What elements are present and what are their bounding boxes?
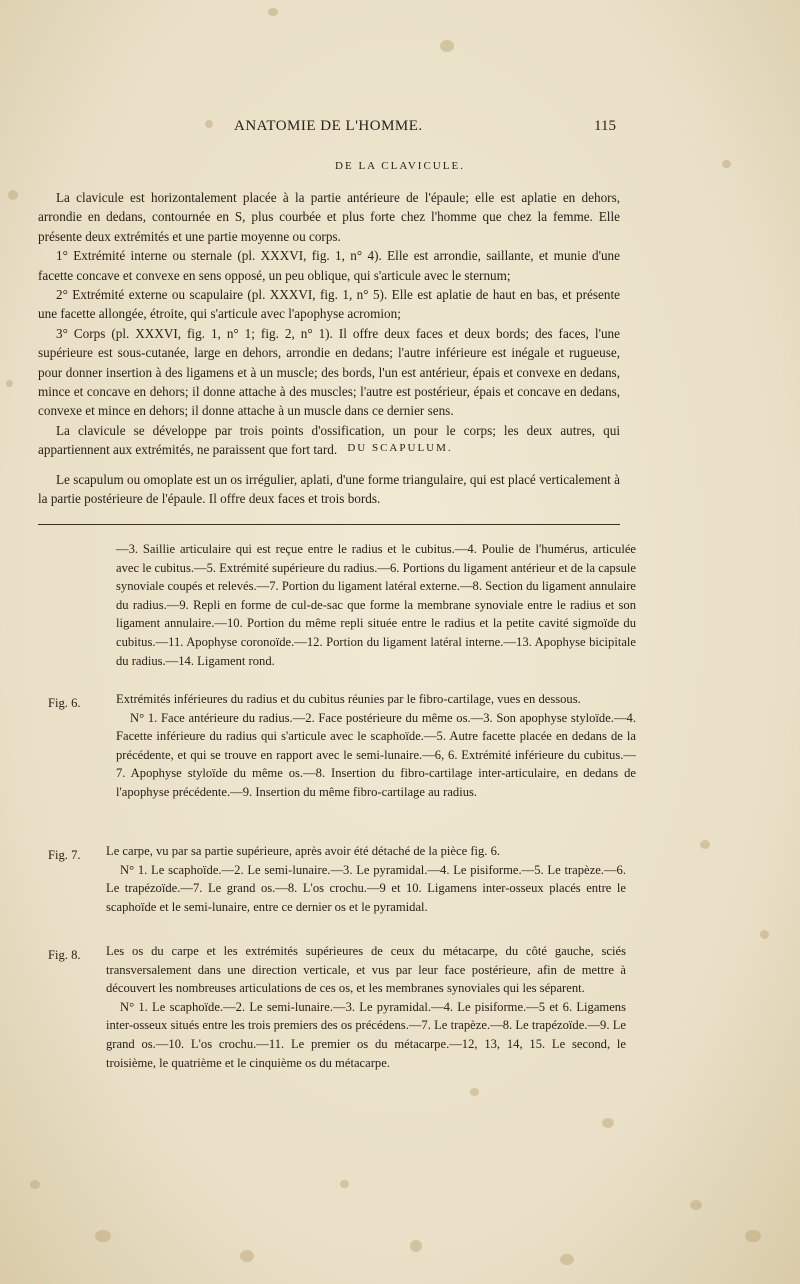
- figure-8-note: [106, 942, 626, 1072]
- note-text: —3. Saillie articulaire qui est reçue entre le radius et le cubitus.—4. Poulie de l'humérus, articulée avec le cubitus.—5. Extrémité supérieure du radius.—6. Portions du ligament antérieur et de la capsule synoviale coupés et relevés.—7. Portion du ligament latéral externe.—8. Section du ligament annulaire du radius.—9. Repli en forme de cul-de-sac que forme la membrane synoviale entre le radius et son ligament annulaire.—10. Portion du même repli située entre le radius et la petite cavité sigmoïde du cubitus.—11. Apophyse coronoïde.—12. Portion du ligament latéral interne.—13. Apophyse bicipitale du radius.—14. Ligament rond.: [116, 542, 636, 668]
- section-heading-scapulum: DU SCAPULUM.: [347, 442, 453, 454]
- clavicle-section: [38, 188, 620, 460]
- footnote-divider: [38, 524, 620, 525]
- figure-caption: Les os du carpe et les extrémités supérieures de ceux du métacarpe, du côté gauche, sciés transversalement dans une direction verticale, et vus par leur face postérieure, afin de mettre à découvert les nombreuses articulations de ces os, et les membranes synoviales qui les séparent.: [106, 944, 626, 996]
- figure-caption: Le carpe, vu par sa partie supérieure, après avoir été détaché de la pièce fig. 6.: [106, 844, 501, 858]
- paragraph: 3° Corps (pl. XXXVI, fig. 1, n° 1; fig. 2, n° 1). Il offre deux faces et deux bords; des faces, l'une supérieure est sous-cutanée, large en dehors, arrondie en dedans; l'autre inférieure est inégale et rugueuse, pour donner insertion à des ligamens et à un muscle; des bords, l'un est antérieur, épais et convexe en dedans, mince et concave en dehors; il donne attache à des muscles; l'autre est postérieur, épais et concave en dedans, convexe et mince en dehors; il donne attache à un muscle dans ce dernier sens.: [38, 325, 620, 419]
- figure-6-note: [116, 690, 636, 802]
- figure-details: N° 1. Face antérieure du radius.—2. Face postérieure du même os.—3. Son apophyse styloïde.—4. Facette inférieure du radius qui s'articule avec le scaphoïde.—5. Autre facette placée en dedans de la précédente, et qui se trouve en rapport avec le semi-lunaire.—6, 6. Extrémité inférieure du cubitus.—7. Apophyse styloïde du même os.—8. Insertion du fibro-cartilage inter-articulaire, en dedans de l'apophyse précédente.—9. Insertion du même fibro-cartilage au radius.: [116, 710, 636, 799]
- paragraph: Le scapulum ou omoplate est un os irrégulier, aplati, d'une forme triangulaire, qui est placé verticalement à la partie postérieure de l'épaule. Il offre deux faces et trois bords.: [38, 472, 620, 507]
- note-continuation: [116, 540, 636, 670]
- section-heading-clavicle: DE LA CLAVICULE.: [335, 160, 465, 172]
- paragraph: La clavicule se développe par trois points d'ossification, un pour le corps; les deux autres, qui appartiennent aux extrémités, ne paraissent que fort tard.: [38, 422, 620, 458]
- paragraph: 1° Extrémité interne ou sternale (pl. XXXVI, fig. 1, n° 4). Elle est arrondie, saillante, et munie d'une facette concave et convexe en sens opposé, un peu oblique, qui s'articule avec le sternum;: [38, 248, 620, 283]
- figure-label: Fig. 6.: [48, 696, 81, 710]
- figure-label: Fig. 7.: [48, 848, 81, 862]
- page-number: 115: [594, 118, 616, 134]
- paragraph: 2° Extrémité externe ou scapulaire (pl. XXXVI, fig. 1, n° 5). Elle est aplatie de haut en bas, et présente une facette allongée, étroite, qui s'articule avec l'apophyse acromion;: [38, 287, 620, 322]
- running-title: ANATOMIE DE L'HOMME.: [234, 118, 423, 134]
- paragraph: La clavicule est horizontalement placée à la partie antérieure de l'épaule; elle est aplatie en dehors, arrondie en dedans, contournée en S, plus courbée et plus forte chez l'homme que chez la femme. Elle présente deux extrémités et une partie moyenne ou corps.: [38, 190, 620, 244]
- figure-label: Fig. 8.: [48, 948, 81, 962]
- scapulum-section: [38, 470, 620, 509]
- figure-caption: Extrémités inférieures du radius et du cubitus réunies par le fibro-cartilage, vues en dessous.: [116, 692, 581, 706]
- figure-7-note: [106, 842, 626, 916]
- figure-details: N° 1. Le scaphoïde.—2. Le semi-lunaire.—3. Le pyramidal.—4. Le pisiforme.—5 et 6. Ligamens inter-osseux situés entre les trois premiers des os précédens.—7. Le trapèze.—8. Le trapézoïde.—9. Le grand os.—10. L'os crochu.—11. Le premier os du métacarpe.—12, 13, 14, 15. Le second, le troisième, le quatrième et le cinquième os du métacarpe.: [106, 999, 626, 1070]
- figure-details: N° 1. Le scaphoïde.—2. Le semi-lunaire.—3. Le pyramidal.—4. Le pisiforme.—5. Le trapèze.—6. Le trapézoïde.—7. Le grand os.—8. L'os crochu.—9 et 10. Ligamens inter-osseux placés entre le scaphoïde et le semi-lunaire, entre ce dernier os et le pyramidal.: [106, 862, 626, 914]
- running-head: [0, 118, 800, 138]
